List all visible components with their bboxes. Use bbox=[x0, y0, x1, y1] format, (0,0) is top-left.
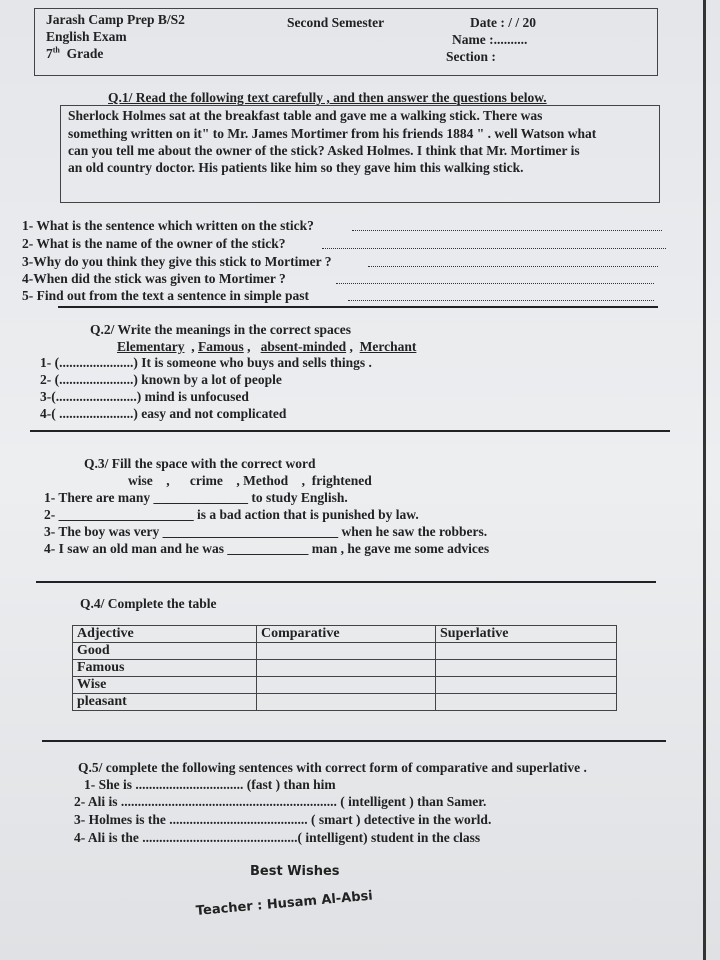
q1-question: 3-Why do you think they give this stick to Mortimer ? bbox=[22, 254, 332, 269]
divider bbox=[30, 430, 670, 432]
divider bbox=[36, 581, 656, 583]
q2-item: 4-( ......................) easy and not complicated bbox=[40, 406, 287, 421]
table-row: Good bbox=[73, 643, 617, 660]
q2-item: 3-(........................) mind is unfocused bbox=[40, 389, 249, 404]
q5-item: 4- Ali is the ..............................................( intelligent) student in the class bbox=[74, 830, 481, 845]
comparison-table bbox=[72, 625, 617, 711]
q4-title: Q.4/ Complete the table bbox=[80, 596, 217, 611]
q1-question: 1- What is the sentence which written on the stick? bbox=[22, 218, 314, 233]
q2-item: 1- (......................) It is someone who buys and sells things . bbox=[40, 355, 372, 370]
q3-item: 2- ____________________ is a bad action that is punished by law. bbox=[44, 507, 419, 522]
section-field: Section : bbox=[446, 49, 496, 64]
table-row: pleasant bbox=[73, 694, 617, 711]
q5-title: Q.5/ complete the following sentences with correct form of comparative and superlative . bbox=[78, 760, 587, 775]
divider bbox=[42, 740, 666, 742]
q5-item: 3- Holmes is the ......................................... ( smart ) detective in the world. bbox=[74, 812, 492, 827]
q3-title: Q.3/ Fill the space with the correct word bbox=[84, 456, 316, 471]
paper-edge bbox=[703, 0, 706, 960]
answer-line[interactable] bbox=[322, 240, 666, 249]
q3-item: 3- The boy was very __________________________ when he saw the robbers. bbox=[44, 524, 488, 539]
answer-line[interactable] bbox=[348, 292, 654, 301]
grade: 7th Grade bbox=[46, 45, 104, 61]
q1-title: Q.1/ Read the following text carefully , and then answer the questions below. bbox=[108, 90, 547, 105]
semester: Second Semester bbox=[287, 15, 385, 30]
q1-question: 5- Find out from the text a sentence in simple past bbox=[22, 288, 309, 303]
best-wishes: Best Wishes bbox=[250, 864, 340, 879]
exam-title: English Exam bbox=[46, 29, 127, 44]
q5-item: 2- Ali is ................................................................ ( intelligent ) than Samer. bbox=[74, 794, 487, 809]
q2-title: Q.2/ Write the meanings in the correct spaces bbox=[90, 322, 351, 337]
table-header: Adjective Comparative Superlative bbox=[73, 626, 617, 643]
answer-line[interactable] bbox=[352, 222, 662, 231]
q3-item: 1- There are many ______________ to study English. bbox=[44, 490, 348, 505]
passage-line: an old country doctor. His patients like him so they gave him this walking stick. bbox=[68, 160, 524, 175]
answer-line[interactable] bbox=[336, 275, 654, 284]
q3-word-bank: wise , crime , Method , frightened bbox=[128, 473, 372, 488]
passage-line: Sherlock Holmes sat at the breakfast table and gave me a walking stick. There was bbox=[68, 108, 543, 123]
table-row: Wise bbox=[73, 677, 617, 694]
table-row: Famous bbox=[73, 660, 617, 677]
teacher-name: Teacher : Husam Al-Absi bbox=[195, 888, 374, 919]
divider bbox=[58, 306, 658, 308]
answer-line[interactable] bbox=[368, 258, 658, 267]
name-field: Name :.......... bbox=[452, 32, 528, 47]
q2-item: 2- (......................) known by a lot of people bbox=[40, 372, 282, 387]
passage-line: something written on it" to Mr. James Mortimer from his friends 1884 " . well Watson what bbox=[68, 126, 597, 141]
q3-item: 4- I saw an old man and he was ____________ man , he gave me some advices bbox=[44, 541, 490, 556]
q1-question: 2- What is the name of the owner of the stick? bbox=[22, 236, 286, 251]
date-field: Date : / / 20 bbox=[470, 15, 536, 30]
q2-word-bank: Elementary , Famous , absent-minded , Merchant bbox=[117, 339, 417, 354]
passage-line: can you tell me about the owner of the stick? Asked Holmes. I think that Mr. Mortimer is bbox=[68, 143, 580, 158]
school-name: Jarash Camp Prep B/S2 bbox=[46, 12, 185, 27]
q1-question: 4-When did the stick was given to Mortimer ? bbox=[22, 271, 286, 286]
q5-item: 1- She is ................................ (fast ) than him bbox=[84, 777, 336, 792]
